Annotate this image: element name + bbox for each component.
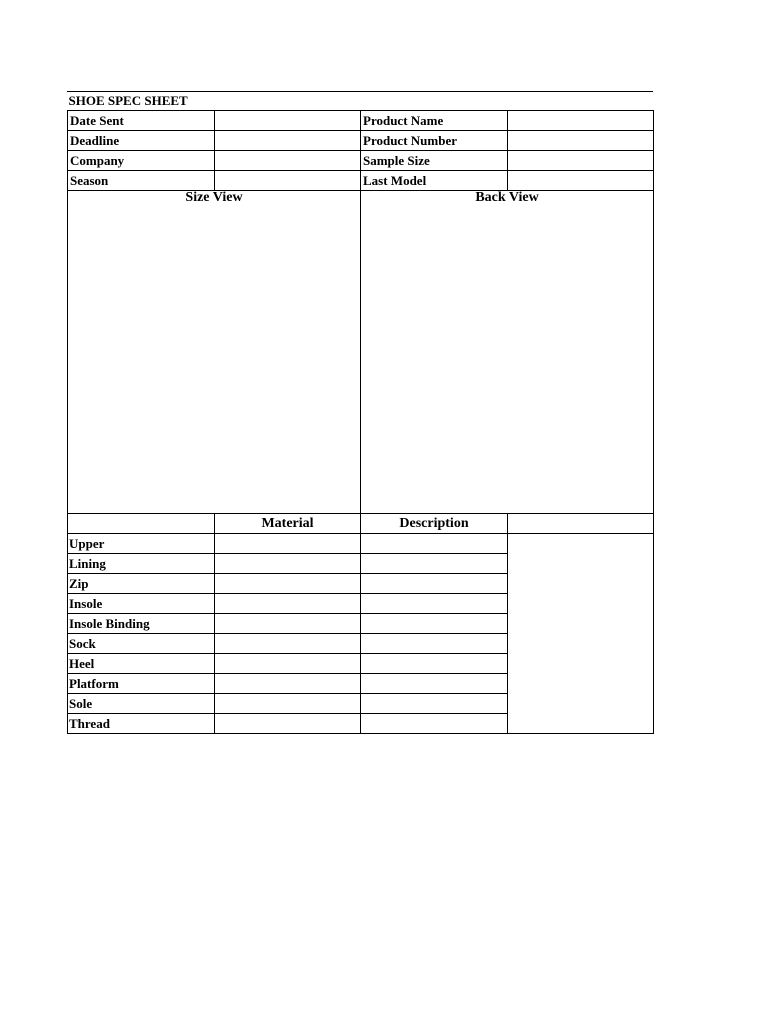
material-cell[interactable] (215, 634, 361, 654)
material-cell[interactable] (215, 574, 361, 594)
last-model-field[interactable] (508, 171, 654, 191)
company-label: Company (68, 151, 215, 171)
material-cell[interactable] (215, 594, 361, 614)
component-label: Sole (68, 694, 215, 714)
component-label: Insole (68, 594, 215, 614)
material-column-header: Material (215, 514, 361, 534)
sheet-title: SHOE SPEC SHEET (68, 93, 188, 108)
info-row (68, 151, 654, 171)
material-cell[interactable] (215, 694, 361, 714)
deadline-label: Deadline (68, 131, 215, 151)
component-label: Upper (68, 534, 215, 554)
component-label: Heel (68, 654, 215, 674)
sample-size-field[interactable] (508, 151, 654, 171)
back-view-panel[interactable] (361, 191, 654, 514)
sample-size-label: Sample Size (361, 151, 508, 171)
description-cell[interactable] (361, 714, 508, 734)
views-row (68, 191, 654, 514)
info-row (68, 131, 654, 151)
component-label: Lining (68, 554, 215, 574)
description-column-header: Description (361, 514, 508, 534)
season-label: Season (68, 171, 215, 191)
description-cell[interactable] (361, 534, 508, 554)
last-model-label: Last Model (361, 171, 508, 191)
description-cell[interactable] (361, 674, 508, 694)
company-field[interactable] (215, 151, 361, 171)
table-row (68, 534, 654, 554)
materials-header-row (68, 514, 654, 534)
component-label: Thread (68, 714, 215, 734)
extra-column-header (508, 514, 654, 534)
material-cell[interactable] (215, 554, 361, 574)
material-cell[interactable] (215, 674, 361, 694)
info-row (68, 111, 654, 131)
season-field[interactable] (215, 171, 361, 191)
product-number-label: Product Number (361, 131, 508, 151)
component-label: Platform (68, 674, 215, 694)
description-cell[interactable] (361, 594, 508, 614)
material-cell[interactable] (215, 654, 361, 674)
component-label: Zip (68, 574, 215, 594)
component-label: Sock (68, 634, 215, 654)
materials-corner-cell (68, 514, 215, 534)
product-name-label: Product Name (361, 111, 508, 131)
material-cell[interactable] (215, 714, 361, 734)
size-view-panel[interactable] (68, 191, 361, 514)
product-name-field[interactable] (508, 111, 654, 131)
description-cell[interactable] (361, 634, 508, 654)
date-sent-label: Date Sent (68, 111, 215, 131)
shoe-spec-sheet (67, 91, 653, 734)
product-number-field[interactable] (508, 131, 654, 151)
description-cell[interactable] (361, 574, 508, 594)
description-cell[interactable] (361, 554, 508, 574)
description-cell[interactable] (361, 654, 508, 674)
spec-table (67, 91, 654, 734)
notes-area[interactable] (508, 534, 654, 734)
description-cell[interactable] (361, 614, 508, 634)
date-sent-field[interactable] (215, 111, 361, 131)
size-view-label: Size View (185, 190, 243, 205)
info-row (68, 171, 654, 191)
back-view-label: Back View (475, 190, 539, 205)
material-cell[interactable] (215, 534, 361, 554)
description-cell[interactable] (361, 694, 508, 714)
deadline-field[interactable] (215, 131, 361, 151)
component-label: Insole Binding (68, 614, 215, 634)
material-cell[interactable] (215, 614, 361, 634)
